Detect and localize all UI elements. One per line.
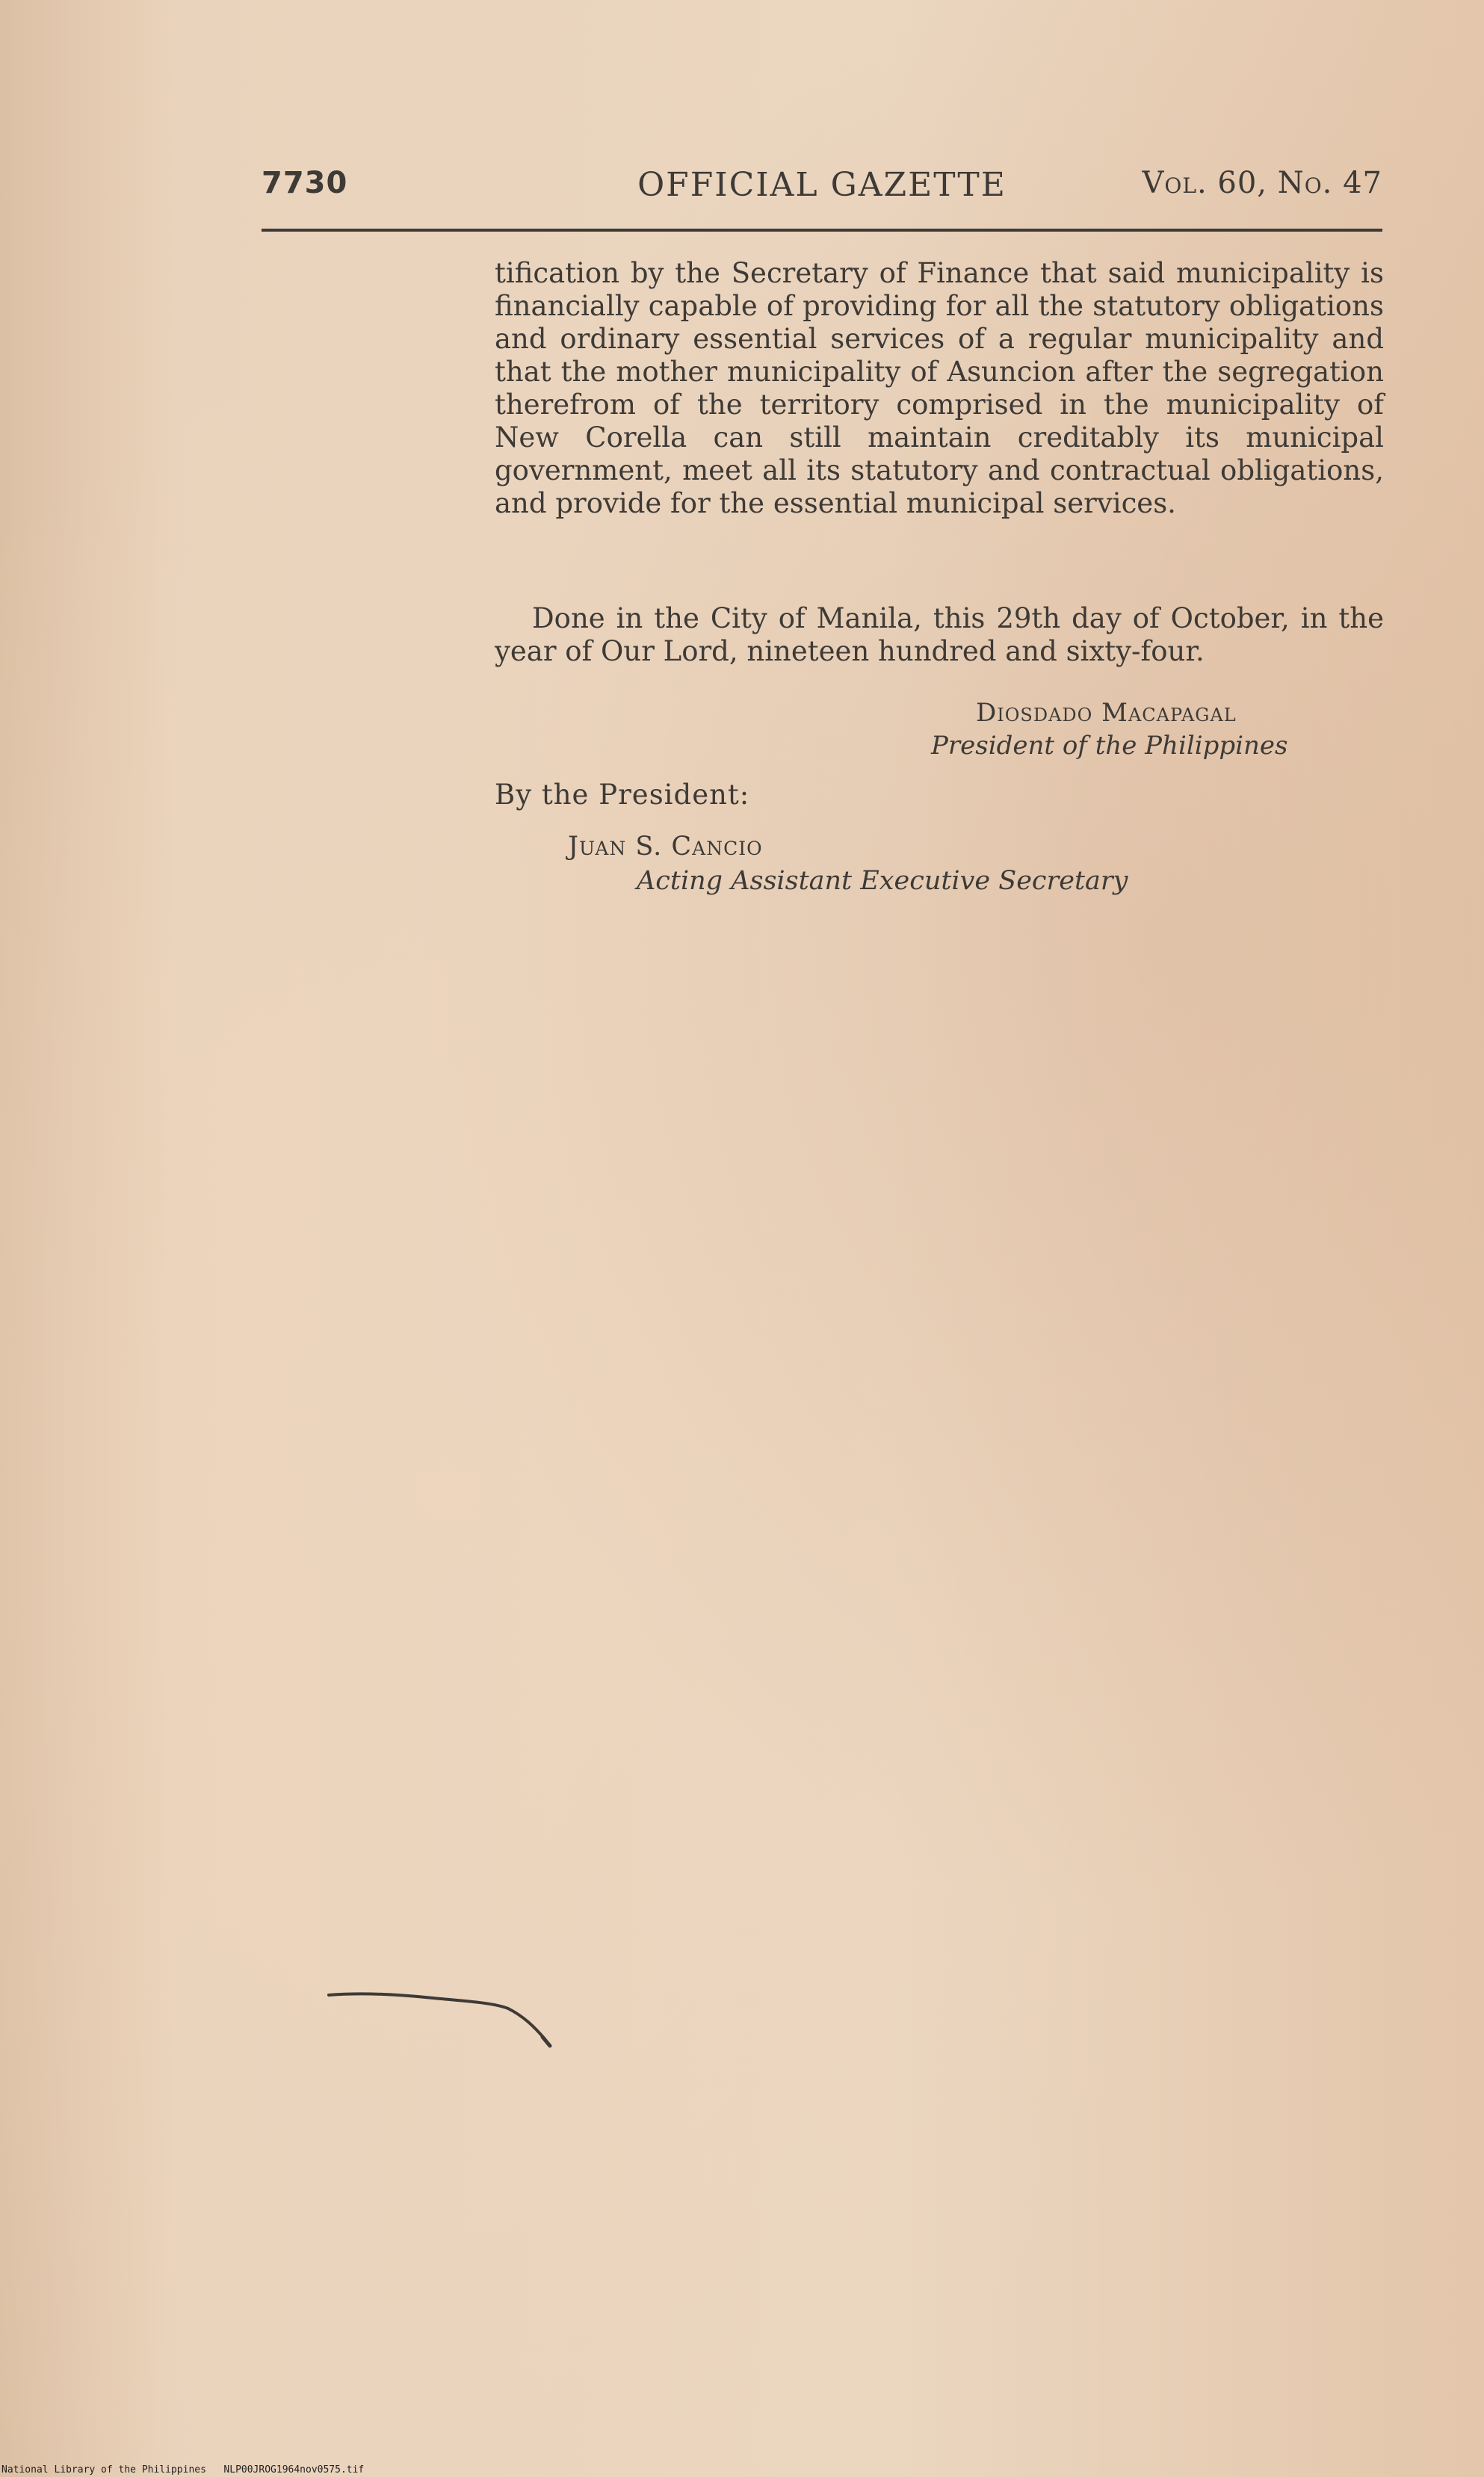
- countersignatory-name: Juan S. Cancio: [568, 832, 763, 862]
- page-header: [262, 166, 1382, 211]
- body-paragraph-2: Done in the City of Manila, this 29th day of October, in the year of Our Lord, nineteen hundred and sixty-four.: [495, 602, 1384, 667]
- signatory-title: President of the Philippines: [931, 731, 1288, 761]
- page-number: 7730: [262, 166, 348, 200]
- gazette-title: OFFICIAL GAZETTE: [637, 166, 1007, 204]
- scan-footer: [1, 2464, 364, 2476]
- volume-number: Vol. 60, No. 47: [1142, 166, 1382, 200]
- bleed-through-texture: [747, 971, 1420, 2092]
- signatory-name: Diosdado Macapagal: [976, 698, 1237, 728]
- by-the-president-line: By the President:: [495, 779, 750, 811]
- president-signature: [931, 696, 1394, 762]
- countersignatory-title: Acting Assistant Executive Secretary: [637, 866, 1128, 896]
- footer-file: NLP00JROG1964nov0575.tif: [223, 2464, 365, 2476]
- countersignature: [568, 829, 1390, 898]
- header-rule: [262, 229, 1382, 232]
- pen-stroke-icon: [321, 1973, 560, 2055]
- footer-source: National Library of the Philippines: [1, 2464, 206, 2476]
- body-paragraph-1: tification by the Secretary of Finance that said municipality is financially capable of providing for all the statutory obligations and ordinary essential services of a regular municipality and that the mother municipality of Asuncion after the segregation therefrom of the territory comprised in the municipality of New Corella can still maintain creditably its municipal government, meet all its statutory and contractual obligations, and provide for the essential municipal services.: [495, 257, 1384, 519]
